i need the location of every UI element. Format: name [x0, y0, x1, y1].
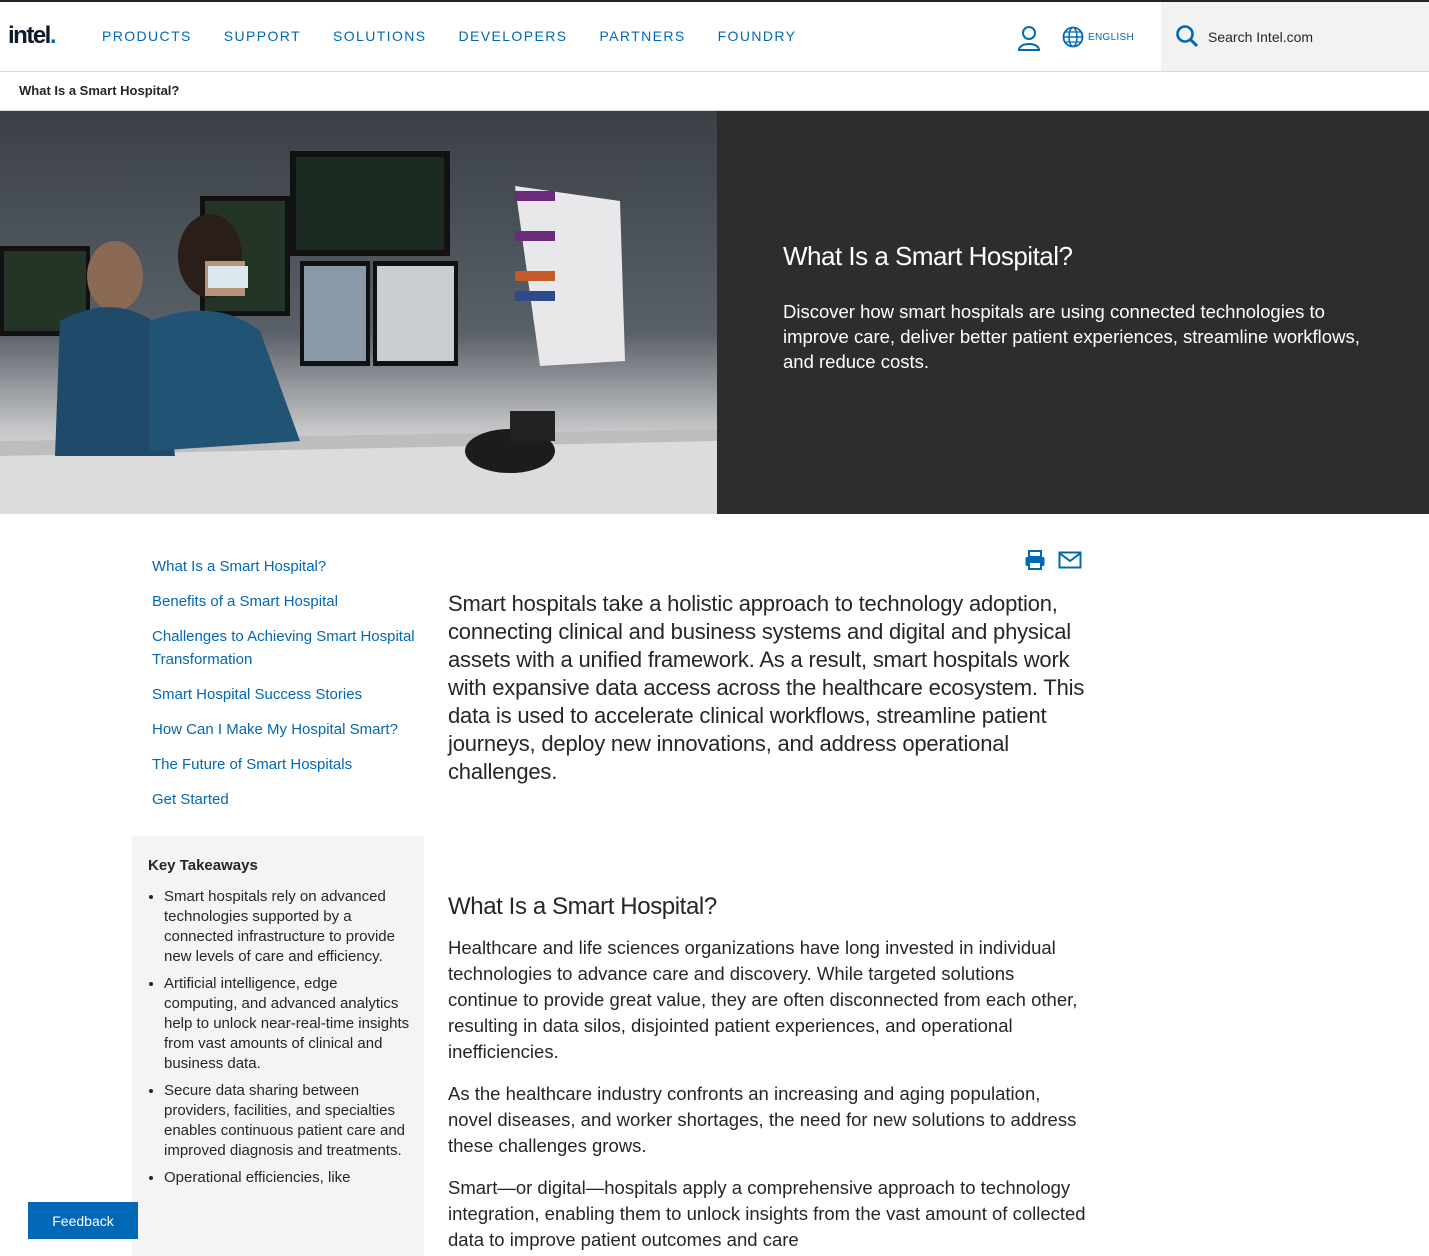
search-input[interactable]: Search Intel.com — [1208, 29, 1314, 45]
list-item: • Secure data sharing between providers, facilities, and specialties enables continuous patient care and improved diagnosis and treatments. — [164, 1081, 414, 1161]
article-paragraph: As the healthcare industry confronts an increasing and aging population, novel diseases, and worker shortages, the need for new solutions to address these challenges grows. — [448, 1083, 1077, 1156]
language-selector[interactable] — [1062, 26, 1134, 48]
key-takeaways-list — [148, 887, 414, 1195]
site-header — [0, 2, 1429, 72]
article-paragraph: Smart—or digital—hospitals apply a comprehensive approach to technology integration, enabling them to unlock insights from the vast amount of collected data to improve patient outcomes and care — [448, 1177, 1086, 1250]
breadcrumb-current: What Is a Smart Hospital? — [19, 83, 180, 98]
search-icon — [1175, 24, 1199, 48]
key-takeaways-title: Key Takeaways — [148, 857, 258, 874]
hero-photo-illustration — [0, 111, 717, 514]
nav-developers[interactable]: DEVELOPERS — [458, 28, 568, 44]
toc-link[interactable]: Benefits of a Smart Hospital — [152, 593, 338, 610]
article-tools — [1024, 549, 1082, 571]
list-item: • Artificial intelligence, edge computing, and advanced analytics help to unlock near-real-time insights from vast amounts of clinical and business data. — [164, 974, 414, 1074]
toc-link[interactable]: What Is a Smart Hospital? — [152, 558, 327, 575]
main-nav — [102, 28, 828, 44]
globe-icon — [1062, 26, 1084, 48]
toc-link[interactable]: Smart Hospital Success Stories — [152, 686, 363, 703]
table-of-contents — [152, 555, 422, 823]
toc-link[interactable]: Challenges to Achieving Smart Hospital Transformation — [152, 628, 415, 668]
toc-link[interactable]: The Future of Smart Hospitals — [152, 756, 353, 773]
print-icon[interactable] — [1024, 549, 1046, 571]
section-title: What Is a Smart Hospital? — [448, 893, 717, 920]
hero-panel — [717, 111, 1429, 514]
article-intro: Smart hospitals take a holistic approach to technology adoption, connecting clinical and business systems and digital and physical assets with a unified framework. As a result, smart hospitals work with expansive data access across the healthcare ecosystem. This data is used to accelerate clinical workflows, streamline patient journeys, deploy new innovations, and address operational challenges. — [448, 591, 1085, 784]
breadcrumb — [0, 72, 1429, 111]
nav-partners[interactable]: PARTNERS — [599, 28, 686, 44]
toc-link[interactable]: Get Started — [152, 791, 229, 808]
nav-support[interactable]: SUPPORT — [223, 28, 301, 44]
toc-link[interactable]: How Can I Make My Hospital Smart? — [152, 721, 398, 738]
article-paragraph: Healthcare and life sciences organizations have long invested in individual technologies to advance care and discovery. While targeted solutions continue to provide great value, they are often disconnected from each other, resulting in data silos, disjointed patient experiences, and operational inefficiencies. — [448, 937, 1078, 1062]
nav-products[interactable]: PRODUCTS — [102, 28, 192, 44]
intel-logo[interactable]: intel. — [8, 22, 56, 49]
list-item: • Smart hospitals rely on advanced technologies supported by a connected infrastructure to provide new levels of care and efficiency. — [164, 887, 414, 967]
key-takeaways — [132, 836, 424, 1256]
feedback-button[interactable]: Feedback — [28, 1202, 138, 1239]
email-icon[interactable] — [1058, 549, 1082, 571]
list-item: • Operational efficiencies, like — [164, 1168, 414, 1188]
hero-image — [0, 111, 717, 514]
language-label: ENGLISH — [1088, 31, 1135, 43]
hero-title: What Is a Smart Hospital? — [783, 241, 1073, 271]
nav-solutions[interactable]: SOLUTIONS — [333, 28, 427, 44]
hero-description: Discover how smart hospitals are using connected technologies to improve care, deliver better patient experiences, streamline workflows, and reduce costs. — [783, 301, 1360, 372]
search-box[interactable] — [1161, 2, 1429, 71]
nav-foundry[interactable]: FOUNDRY — [717, 28, 797, 44]
user-icon[interactable] — [1017, 25, 1041, 51]
